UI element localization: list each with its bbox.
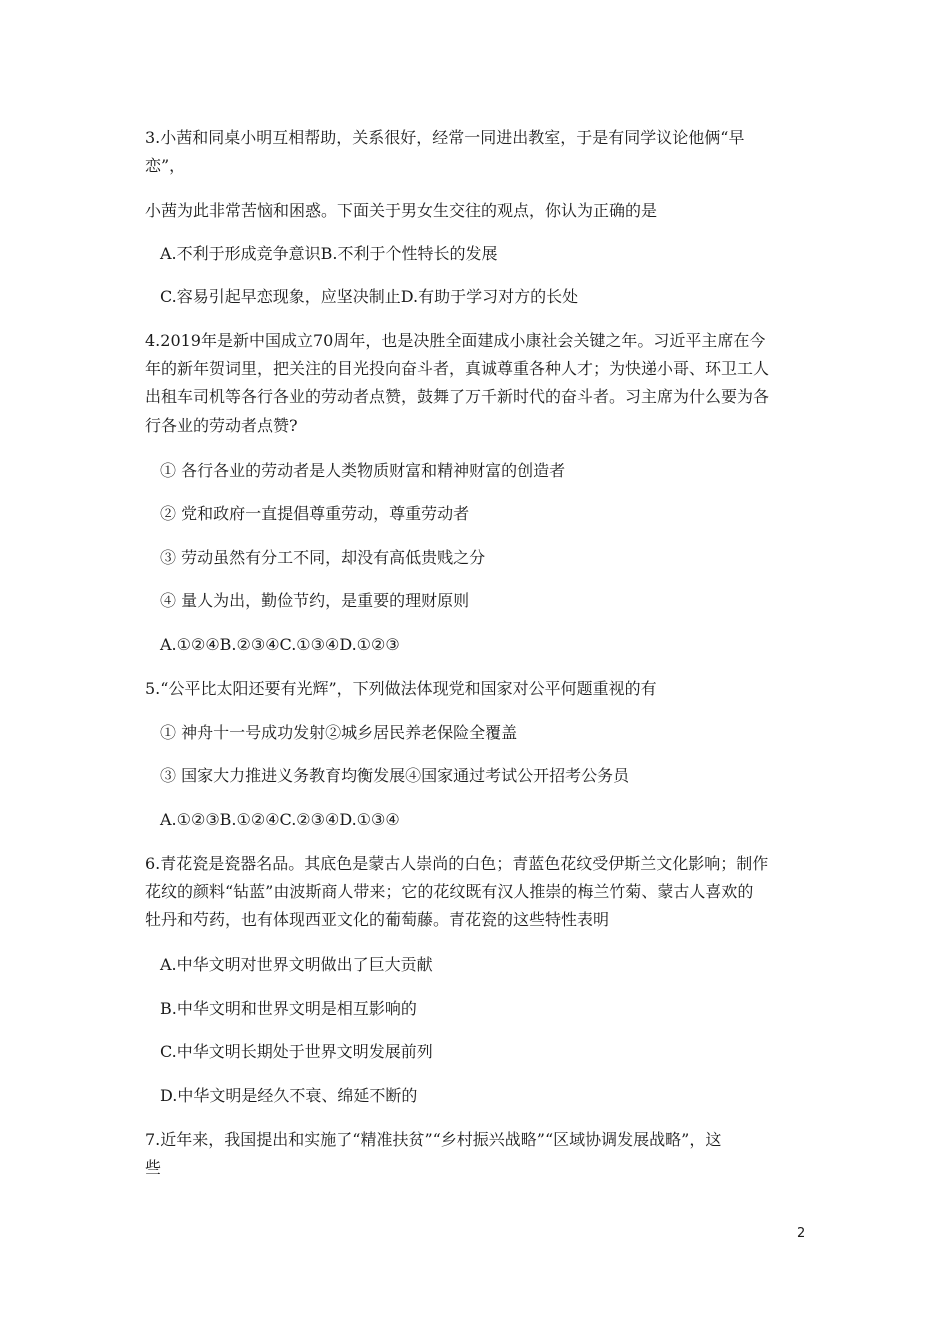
- q6-option-a: A.中华文明对世界文明做出了巨大贡献: [160, 955, 433, 974]
- q5-answer-choices: A.①②③B.①②④C.②③④D.①③④: [160, 810, 400, 829]
- q4-statement-1: ① 各行各业的劳动者是人类物质财富和精神财富的创造者: [160, 461, 566, 480]
- q4-statement-3: ③ 劳动虽然有分工不同，却没有高低贵贱之分: [160, 548, 486, 567]
- q4-answer-choices: A.①②④B.②③④C.①③④D.①②③: [160, 635, 400, 654]
- q4-statement-2: ② 党和政府一直提倡尊重劳动，尊重劳动者: [160, 504, 470, 523]
- q4-stem-line-3: 出租车司机等各行各业的劳动者点赞，鼓舞了万千新时代的奋斗者。习主席为什么要为各: [145, 387, 770, 406]
- q5-statement-3-4: ③ 国家大力推进义务教育均衡发展④国家通过考试公开招考公务员: [160, 766, 630, 785]
- q6-stem-line-1: 6.青花瓷是瓷器名品。其底色是蒙古人崇尚的白色；青蓝色花纹受伊斯兰文化影响；制作: [145, 854, 769, 873]
- q4-stem-line-4: 行各业的劳动者点赞?: [145, 416, 298, 435]
- q3-stem-line-3: 小茜为此非常苦恼和困惑。下面关于男女生交往的观点，你认为正确的是: [145, 201, 658, 220]
- q3-stem-line-1: 3.小茜和同桌小明互相帮助，关系很好，经常一同进出教室，于是有同学议论他俩“早: [145, 128, 745, 147]
- q4-stem-line-2: 年的新年贺词里，把关注的目光投向奋斗者，真诚尊重各种人才；为快递小哥、环卫工人: [145, 359, 770, 378]
- q3-option-ab: A.不利于形成竞争意识B.不利于个性特长的发展: [160, 244, 498, 263]
- q6-stem-line-3: 牡丹和芍药，也有体现西亚文化的葡萄藤。青花瓷的这些特性表明: [145, 910, 610, 929]
- q7-stem-line-2: 些: [145, 1158, 162, 1177]
- page-number: 2: [797, 1226, 806, 1241]
- q4-statement-4: ④ 量人为出，勤俭节约，是重要的理财原则: [160, 591, 470, 610]
- q7-stem-line-1: 7.近年来，我国提出和实施了“精准扶贫”“乡村振兴战略”“区域协调发展战略”，这: [145, 1130, 722, 1149]
- q5-stem-line-1: 5.“公平比太阳还要有光辉”，下列做法体现党和国家对公平何题重视的有: [145, 679, 657, 698]
- q5-statement-1-2: ① 神舟十一号成功发射②城乡居民养老保险全覆盖: [160, 723, 518, 742]
- q6-stem-line-2: 花纹的颜料“钻蓝”由波斯商人带来；它的花纹既有汉人推崇的梅兰竹菊、蒙古人喜欢的: [145, 882, 754, 901]
- q4-stem-line-1: 4.2019年是新中国成立70周年，也是决胜全面建成小康社会关键之年。习近平主席在今: [145, 331, 766, 350]
- q3-option-cd: C.容易引起早恋现象，应坚决制止D.有助于学习对方的长处: [160, 287, 579, 306]
- q6-option-c: C.中华文明长期处于世界文明发展前列: [160, 1042, 433, 1061]
- q6-option-b: B.中华文明和世界文明是相互影响的: [160, 999, 417, 1018]
- q6-option-d: D.中华文明是经久不衰、绵延不断的: [160, 1086, 418, 1105]
- q3-stem-line-2: 恋”，: [145, 156, 186, 175]
